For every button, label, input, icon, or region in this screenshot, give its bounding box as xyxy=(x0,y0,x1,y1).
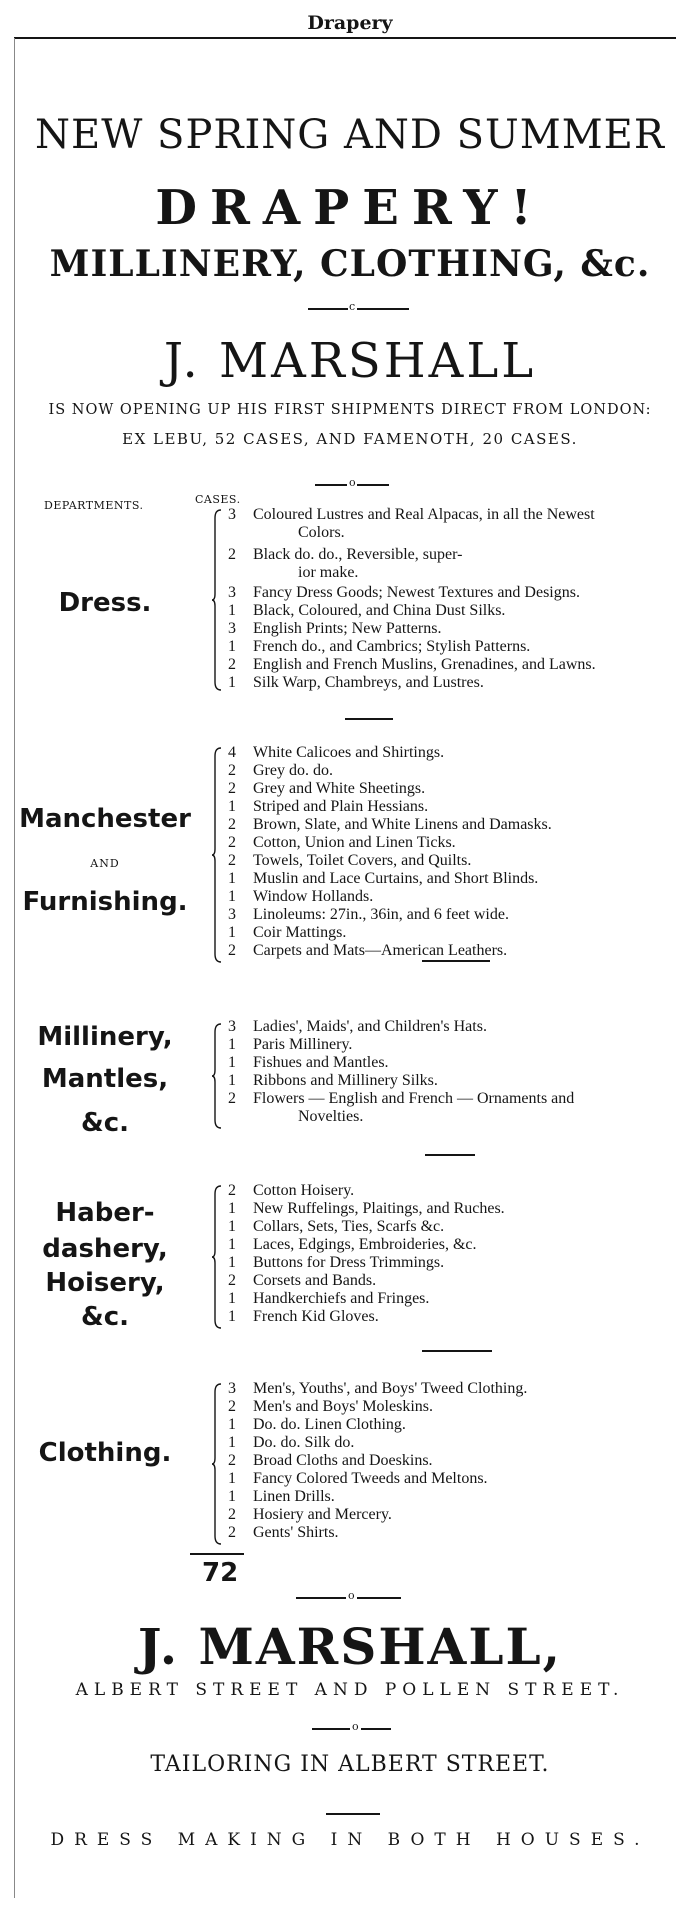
item-description: English Prints; New Patterns. xyxy=(253,620,442,637)
column-heading-cases: CASES. xyxy=(195,493,241,506)
item-description: Black do. do., Reversible, super- xyxy=(253,546,463,563)
department-haber: Haber- xyxy=(55,1198,155,1228)
item-description: Gents' Shirts. xyxy=(253,1524,339,1541)
department-furnishing: Furnishing. xyxy=(22,887,188,917)
item-cases: 1 xyxy=(228,1236,236,1253)
item-cases: 3 xyxy=(228,1380,236,1397)
headline-drapery: DRAPERY! xyxy=(155,180,545,236)
item-cases: 1 xyxy=(228,1434,236,1451)
item-description: Cotton Hoisery. xyxy=(253,1182,355,1199)
footer-tailoring: TAILORING IN ALBERT STREET. xyxy=(150,1752,550,1777)
item-description: Linen Drills. xyxy=(253,1488,335,1505)
item-description: French do., and Cambrics; Stylish Patterns. xyxy=(253,638,531,655)
item-description: English and French Muslins, Grenadines, and Lawns. xyxy=(253,656,596,673)
item-cases: 2 xyxy=(228,546,236,563)
item-description: Black, Coloured, and China Dust Silks. xyxy=(253,602,506,619)
divider-rule-2-right xyxy=(357,484,389,486)
total-cases: 72 xyxy=(202,1558,239,1588)
item-description: Do. do. Linen Clothing. xyxy=(253,1416,406,1433)
item-cases: 3 xyxy=(228,584,236,601)
item-cases: 2 xyxy=(228,1272,236,1289)
item-description: Handkerchiefs and Fringes. xyxy=(253,1290,430,1307)
item-description: Broad Cloths and Doeskins. xyxy=(253,1452,433,1469)
item-cases: 1 xyxy=(228,602,236,619)
item-description: Hosiery and Mercery. xyxy=(253,1506,392,1523)
item-description: Towels, Toilet Covers, and Quilts. xyxy=(253,852,472,869)
item-cases: 2 xyxy=(228,1182,236,1199)
item-description: Colors. xyxy=(298,524,345,541)
department-millinery-etc: &c. xyxy=(81,1108,129,1138)
item-cases: 2 xyxy=(228,1452,236,1469)
item-description: Grey and White Sheetings. xyxy=(253,780,426,797)
section-rule-2 xyxy=(422,960,490,962)
item-description: Buttons for Dress Trimmings. xyxy=(253,1254,445,1271)
divider-rule-3-right xyxy=(357,1597,401,1599)
department-dashery: dashery, xyxy=(42,1234,168,1264)
department-manchester: Manchester xyxy=(19,804,191,834)
top-rule xyxy=(14,37,676,39)
item-cases: 2 xyxy=(228,1524,236,1541)
item-cases: 1 xyxy=(228,1416,236,1433)
item-cases: 4 xyxy=(228,744,236,761)
item-description: Men's, Youths', and Boys' Tweed Clothing. xyxy=(253,1380,528,1397)
footer-merchant-name: J. MARSHALL, xyxy=(137,1617,563,1676)
item-cases: 1 xyxy=(228,1254,236,1271)
item-cases: 1 xyxy=(228,1470,236,1487)
item-description: Men's and Boys' Moleskins. xyxy=(253,1398,433,1415)
footer-address: ALBERT STREET AND POLLEN STREET. xyxy=(75,1680,625,1700)
item-cases: 2 xyxy=(228,942,236,959)
divider-mark-4: o xyxy=(352,1720,359,1733)
brace-clothing xyxy=(212,1382,222,1546)
brace-dress xyxy=(212,508,222,692)
item-cases: 1 xyxy=(228,1200,236,1217)
department-mantles: Mantles, xyxy=(41,1064,169,1094)
item-description: Novelties. xyxy=(298,1108,364,1125)
item-cases: 1 xyxy=(228,1290,236,1307)
divider-rule-4-right xyxy=(361,1728,391,1730)
item-cases: 2 xyxy=(228,816,236,833)
item-description: Cotton, Union and Linen Ticks. xyxy=(253,834,456,851)
item-description: White Calicoes and Shirtings. xyxy=(253,744,445,761)
department-hoisery: Hoisery, xyxy=(45,1268,165,1298)
item-description: Grey do. do. xyxy=(253,762,333,779)
department-manchester-and: AND xyxy=(90,857,120,870)
item-cases: 1 xyxy=(228,798,236,815)
item-description: Flowers — English and French — Ornaments and xyxy=(253,1090,575,1107)
department-dress: Dress. xyxy=(58,588,152,618)
item-description: Carpets and Mats—American Leathers. xyxy=(253,942,508,959)
divider-mark-2: o xyxy=(349,476,356,489)
item-cases: 2 xyxy=(228,834,236,851)
divider-mark-3: o xyxy=(348,1589,355,1602)
running-head: Drapery xyxy=(307,12,393,34)
divider-mark-1: c xyxy=(349,300,356,313)
item-description: New Ruffelings, Plaitings, and Ruches. xyxy=(253,1200,505,1217)
shipment-cases: EX LEBU, 52 CASES, AND FAMENOTH, 20 CASES. xyxy=(122,430,578,448)
item-description: Brown, Slate, and White Linens and Damasks. xyxy=(253,816,552,833)
item-cases: 1 xyxy=(228,1308,236,1325)
item-description: Fancy Dress Goods; Newest Textures and Designs. xyxy=(253,584,580,601)
item-description: Coir Mattings. xyxy=(253,924,347,941)
department-millinery: Millinery, xyxy=(37,1022,173,1052)
divider-rule-4-left xyxy=(312,1728,350,1730)
merchant-name: J. MARSHALL xyxy=(163,333,537,389)
total-rule xyxy=(190,1553,244,1555)
item-cases: 2 xyxy=(228,780,236,797)
item-cases: 1 xyxy=(228,1036,236,1053)
headline-millinery-clothing: MILLINERY, CLOTHING, &c. xyxy=(49,243,651,285)
item-cases: 3 xyxy=(228,506,236,523)
footer-rule xyxy=(326,1813,380,1815)
item-cases: 2 xyxy=(228,1398,236,1415)
item-cases: 3 xyxy=(228,906,236,923)
item-description: Ribbons and Millinery Silks. xyxy=(253,1072,438,1089)
item-cases: 2 xyxy=(228,1090,236,1107)
item-description: Do. do. Silk do. xyxy=(253,1434,355,1451)
item-description: Muslin and Lace Curtains, and Short Blinds. xyxy=(253,870,539,887)
item-description: Linoleums: 27in., 36in, and 6 feet wide. xyxy=(253,906,509,923)
item-cases: 1 xyxy=(228,1054,236,1071)
item-cases: 1 xyxy=(228,674,236,691)
item-cases: 1 xyxy=(228,1218,236,1235)
item-cases: 1 xyxy=(228,1488,236,1505)
section-rule-1 xyxy=(345,718,393,720)
item-cases: 2 xyxy=(228,762,236,779)
brace-haberdashery xyxy=(212,1184,222,1330)
item-cases: 2 xyxy=(228,656,236,673)
item-description: French Kid Gloves. xyxy=(253,1308,379,1325)
section-rule-3 xyxy=(425,1154,475,1156)
divider-rule-1-left xyxy=(308,308,348,310)
item-description: Coloured Lustres and Real Alpacas, in all the Newest xyxy=(253,506,595,523)
item-cases: 2 xyxy=(228,852,236,869)
item-description: Fancy Colored Tweeds and Meltons. xyxy=(253,1470,488,1487)
item-description: Ladies', Maids', and Children's Hats. xyxy=(253,1018,487,1035)
divider-rule-1-right xyxy=(357,308,409,310)
item-cases: 2 xyxy=(228,1506,236,1523)
item-description: ior make. xyxy=(298,564,359,581)
item-description: Laces, Edgings, Embroideries, &c. xyxy=(253,1236,477,1253)
item-cases: 3 xyxy=(228,1018,236,1035)
item-description: Corsets and Bands. xyxy=(253,1272,377,1289)
headline-season: NEW SPRING AND SUMMER xyxy=(35,112,665,158)
item-description: Collars, Sets, Ties, Scarfs &c. xyxy=(253,1218,445,1235)
footer-dressmaking: DRESS MAKING IN BOTH HOUSES. xyxy=(50,1830,650,1850)
brace-manchester xyxy=(212,746,222,964)
section-rule-4 xyxy=(422,1350,492,1352)
item-cases: 1 xyxy=(228,888,236,905)
item-cases: 3 xyxy=(228,620,236,637)
item-description: Paris Millinery. xyxy=(253,1036,353,1053)
item-description: Silk Warp, Chambreys, and Lustres. xyxy=(253,674,484,691)
item-cases: 1 xyxy=(228,638,236,655)
department-clothing: Clothing. xyxy=(38,1438,172,1468)
divider-rule-2-left xyxy=(315,484,347,486)
item-cases: 1 xyxy=(228,1072,236,1089)
item-cases: 1 xyxy=(228,924,236,941)
item-cases: 1 xyxy=(228,870,236,887)
divider-rule-3-left xyxy=(296,1597,346,1599)
column-heading-departments: DEPARTMENTS. xyxy=(44,499,144,512)
item-description: Striped and Plain Hessians. xyxy=(253,798,429,815)
item-description: Fishues and Mantles. xyxy=(253,1054,389,1071)
department-haberdashery-etc: &c. xyxy=(81,1302,129,1332)
item-description: Window Hollands. xyxy=(253,888,374,905)
shipment-announcement: IS NOW OPENING UP HIS FIRST SHIPMENTS DIRECT FROM LONDON: xyxy=(48,402,652,418)
brace-millinery xyxy=(212,1022,222,1130)
